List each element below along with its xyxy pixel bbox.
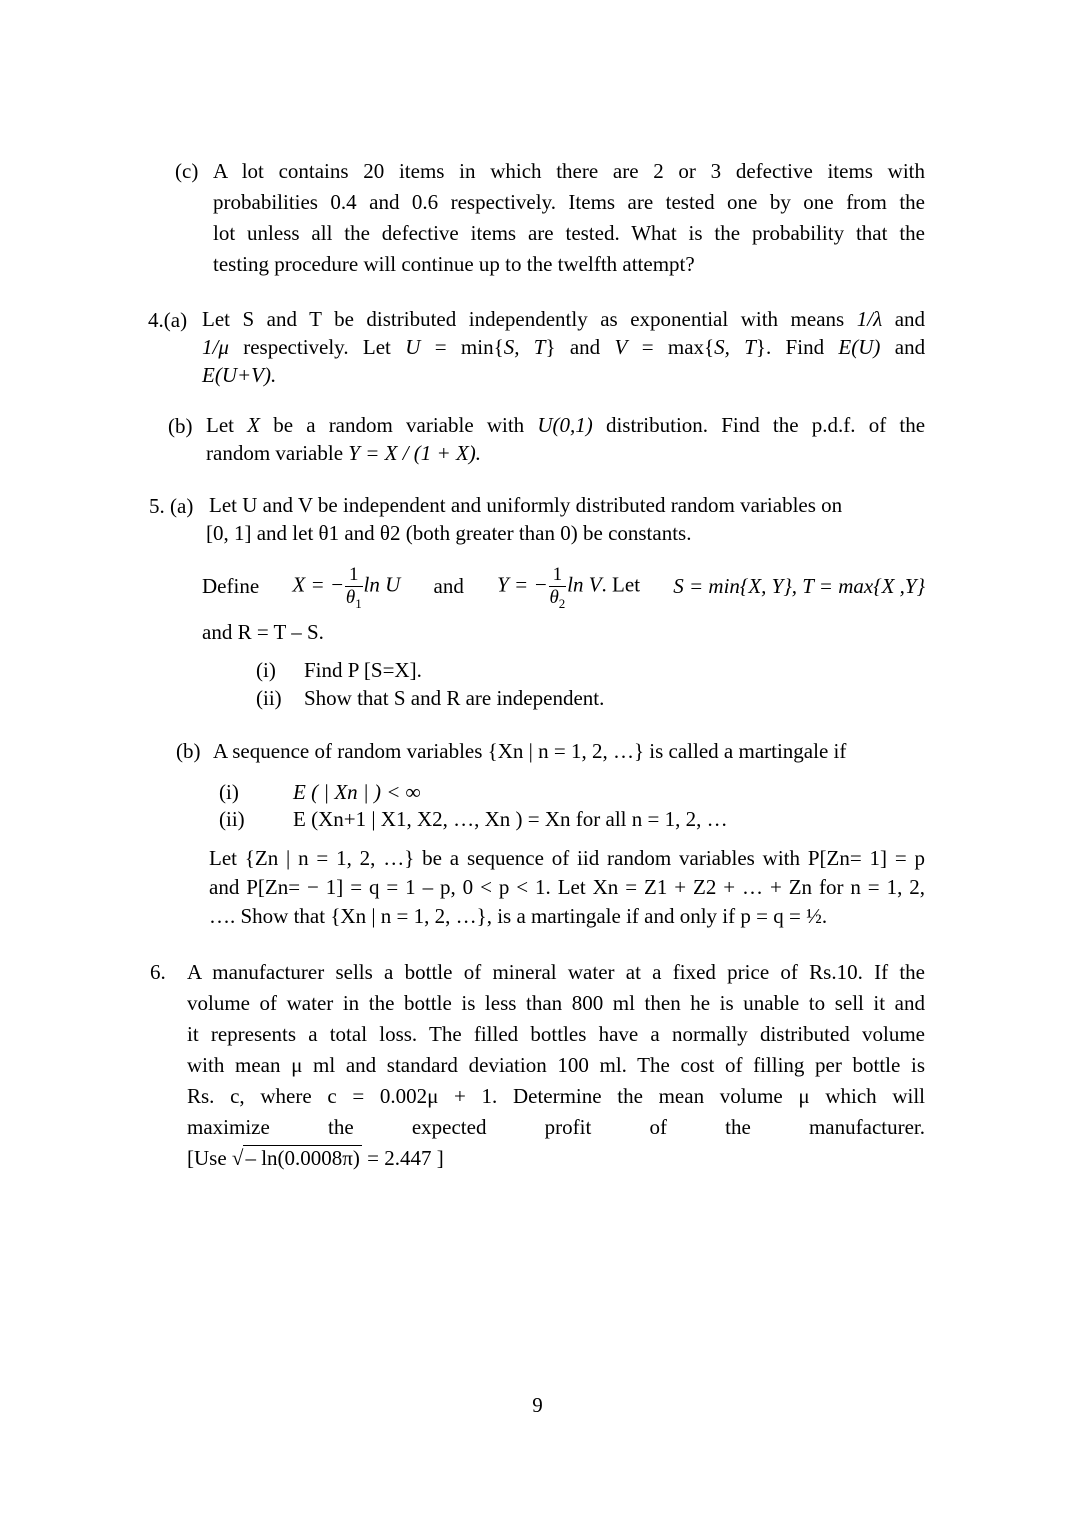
q5b-para-line-1: Let {Zn | n = 1, 2, …} be a sequence of iid random variables with P[Zn= 1] = p	[209, 846, 925, 870]
q6-line-3: it represents a total loss. The filled bottles have a normally distributed volume	[187, 1022, 925, 1046]
q5b-line-1: A sequence of random variables {Xn | n = 1, 2, …} is called a martingale if	[213, 739, 847, 763]
q6-line-2: volume of water in the bottle is less than 800 ml then he is unable to sell it and	[187, 991, 925, 1015]
q3c-text	[213, 156, 925, 280]
q4a-text	[202, 305, 925, 389]
q5a-i-text: Find P [S=X].	[304, 658, 422, 682]
q6-text	[187, 957, 925, 1174]
q5a-define-line	[202, 560, 925, 612]
q5a-ii-label: (ii)	[256, 686, 282, 710]
q5b-i-label: (i)	[219, 780, 239, 804]
q4b-line-1: Let X be a random variable with U(0,1) distribution. Find the p.d.f. of the	[206, 413, 926, 437]
q4a-line-1: Let S and T be distributed independently as exponential with means 1/λ and	[202, 307, 926, 331]
q5b-para-line-2: and P[Zn= − 1] = q = 1 – p, 0 < p < 1. Let Xn = Z1 + Z2 + … + Zn for n = 1, 2,	[209, 875, 925, 899]
q5b-label: (b)	[176, 739, 201, 763]
q5a-text	[206, 491, 925, 547]
x-definition: X = − $\frac{1}{\theta_1}$ ln U	[292, 563, 401, 611]
q5a-line-1: Let U and V be independent and uniformly distributed random variables on	[209, 493, 843, 517]
q5a-line-2: [0, 1] and let θ1 and θ2 (both greater than 0) be constants.	[206, 521, 692, 545]
q5b-para-line-3: …. Show that {Xn | n = 1, 2, …}, is a martingale if and only if p = q = ½.	[209, 904, 828, 928]
q6-line-6: maximize the expected profit of the manufacturer.	[187, 1115, 925, 1139]
q3c-line-3: lot unless all the defective items are tested. What is the probability that the	[213, 221, 925, 245]
page-number: 9	[532, 1393, 543, 1417]
q6-line-5: Rs. c, where c = 0.002μ + 1. Determine the mean volume μ which will	[187, 1084, 925, 1108]
define-word: Define	[202, 573, 260, 598]
q5a-label: 5. (a)	[149, 494, 194, 518]
s-t-definition: S = min{X, Y}, T = max{X ,Y}	[673, 573, 925, 598]
and-word: and	[433, 573, 464, 598]
q5a-i-label: (i)	[256, 658, 276, 682]
q5b-ii-text: E (Xn+1 | X1, X2, …, Xn ) = Xn for all n = 1, 2, …	[293, 807, 728, 831]
q3c-line-1: A lot contains 20 items in which there are 2 or 3 defective items with	[213, 159, 925, 183]
q4b-text	[206, 411, 925, 467]
q4b-line-2: random variable Y = X / (1 + X).	[206, 441, 482, 465]
q3c-line-4: testing procedure will continue up to the twelfth attempt?	[213, 252, 695, 276]
q6-line-1: A manufacturer sells a bottle of mineral water at a fixed price of Rs.10. If the	[187, 960, 925, 984]
q6-line-4: with mean μ ml and standard deviation 100 ml. The cost of filling per bottle is	[187, 1053, 925, 1077]
y-definition: Y = − $\frac{1}{\theta_2}$ ln V. Let	[497, 563, 641, 611]
q5a-ii-text: Show that S and R are independent.	[304, 686, 605, 710]
sqrt-sign: √	[231, 1146, 244, 1170]
q4a-line-3: E(U+V).	[202, 363, 277, 387]
sqrt-argument: – ln(0.0008π)	[245, 1146, 360, 1170]
q4a-line-2: 1/μ respectively. Let U = min{S, T} and V = max{S, T}. Find E(U) and	[202, 335, 926, 359]
q3c-line-2: probabilities 0.4 and 0.6 respectively. Items are tested one by one from the	[213, 190, 925, 214]
q5b-ii-label: (ii)	[219, 807, 245, 831]
q6-use-line: [Use √– ln(0.0008π) = 2.447 ]	[187, 1146, 444, 1170]
q5b-i-text: E ( | Xn | ) < ∞	[293, 780, 421, 804]
q5a-r-definition: and R = T – S.	[202, 620, 324, 644]
q5b-paragraph	[209, 844, 925, 931]
q4a-label: 4.(a)	[148, 308, 188, 332]
q6-label: 6.	[150, 960, 166, 984]
q4b-label: (b)	[168, 414, 193, 438]
q3c-label: (c)	[175, 159, 199, 183]
